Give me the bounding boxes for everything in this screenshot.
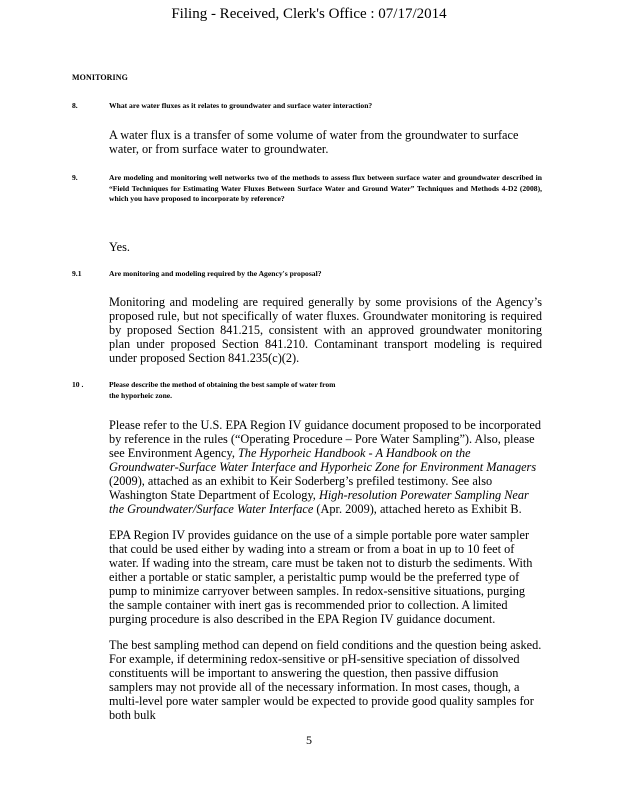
answer-text: Yes. [109, 240, 130, 254]
question-text: Are monitoring and modeling required by the Agency's proposal? [109, 269, 322, 278]
cited-title-hyporheic-handbook: The Hyporheic Handbook - A Handbook on the Groundwater-Surface Water Interface and Hyporheic Zone for Environment Managers [109, 446, 537, 474]
question-number: 9.1 [72, 269, 82, 278]
question-number: 8. [72, 101, 78, 110]
answer-9-1 [109, 295, 542, 377]
answer-paragraph-2: EPA Region IV provides guidance on the use of a simple portable pore water sampler that could be used either by wading into a stream or from a boat in up to 10 feet of water. If wading into the stream, care must be taken not to disturb the sediments. With either a portable or static sampler, a peristaltic pump would be the preferred type of pump to minimize carryover between samples. In redox-sensitive situations, purging the sample container with inert gas is recommended prior to collection. A limited purging procedure is also described in the EPA Region IV guidance document. [109, 528, 533, 626]
answer-text: Monitoring and modeling are required generally by some provisions of the Agency’s proposed rule, but not specifically of water fluxes. Groundwater monitoring is required by proposed Section 841.215, consistent with an approved groundwater monitoring plan under proposed Section 841.210. Contaminant transport modeling is required under proposed Section 841.235(c)(2). [109, 295, 542, 365]
answer-9 [109, 240, 542, 266]
answer-10 [109, 418, 542, 734]
question-text: What are water fluxes as it relates to groundwater and surface water interaction? [109, 101, 373, 110]
filing-header: Filing - Received, Clerk's Office : 07/17/2014 [171, 6, 447, 22]
answer-paragraph-1: Please refer to the U.S. EPA Region IV guidance document proposed to be incorporated by reference in the rules (“Operating Procedure – Pore Water Sampling”). Also, please see Environment Agency, The Hyporheic Handbook - A Handbook on the Groundwater-Surface Water Interface and Hyporheic Zone for Environment Managers (2009), attached as an exhibit to Keir Soderberg’s prefiled testimony. See also Washington State Department of Ecology, High-resolution Porewater Sampling Near the Groundwater/Surface Water Interface (Apr. 2009), attached hereto as Exhibit B. [109, 418, 541, 516]
section-title: MONITORING [72, 73, 128, 82]
answer-text: A water flux is a transfer of some volume of water from the groundwater to surface water, or from surface water to groundwater. [109, 128, 519, 156]
answer-8 [109, 128, 542, 168]
question-number: 10 . [72, 380, 84, 389]
question-number: 9. [72, 173, 78, 182]
page-number: 5 [306, 733, 312, 747]
question-text: Are modeling and monitoring well networks two of the methods to assess flux between surface water and groundwater described in “Field Techniques for Estimating Water Fluxes Between Surface Water and Ground Water” Techniques and Methods 4-D2 (2008), which you have proposed to incorporate by reference? [109, 173, 542, 203]
question-text: Please describe the method of obtaining the best sample of water from the hyporheic zone. [109, 380, 336, 400]
cited-title-porewater-sampling: High-resolution Porewater Sampling Near the Groundwater/Surface Water Interface [109, 488, 529, 516]
question-9 [72, 173, 542, 215]
answer-paragraph-3: The best sampling method can depend on field conditions and the question being asked. For example, if determining redox-sensitive or pH-sensitive speciation of dissolved constituents will be important to answering the question, then passive diffusion samplers may not provide all of the necessary information. In most cases, though, a multi-level pore water sampler would be expected to provide good quality samples for both bulk [109, 638, 542, 722]
